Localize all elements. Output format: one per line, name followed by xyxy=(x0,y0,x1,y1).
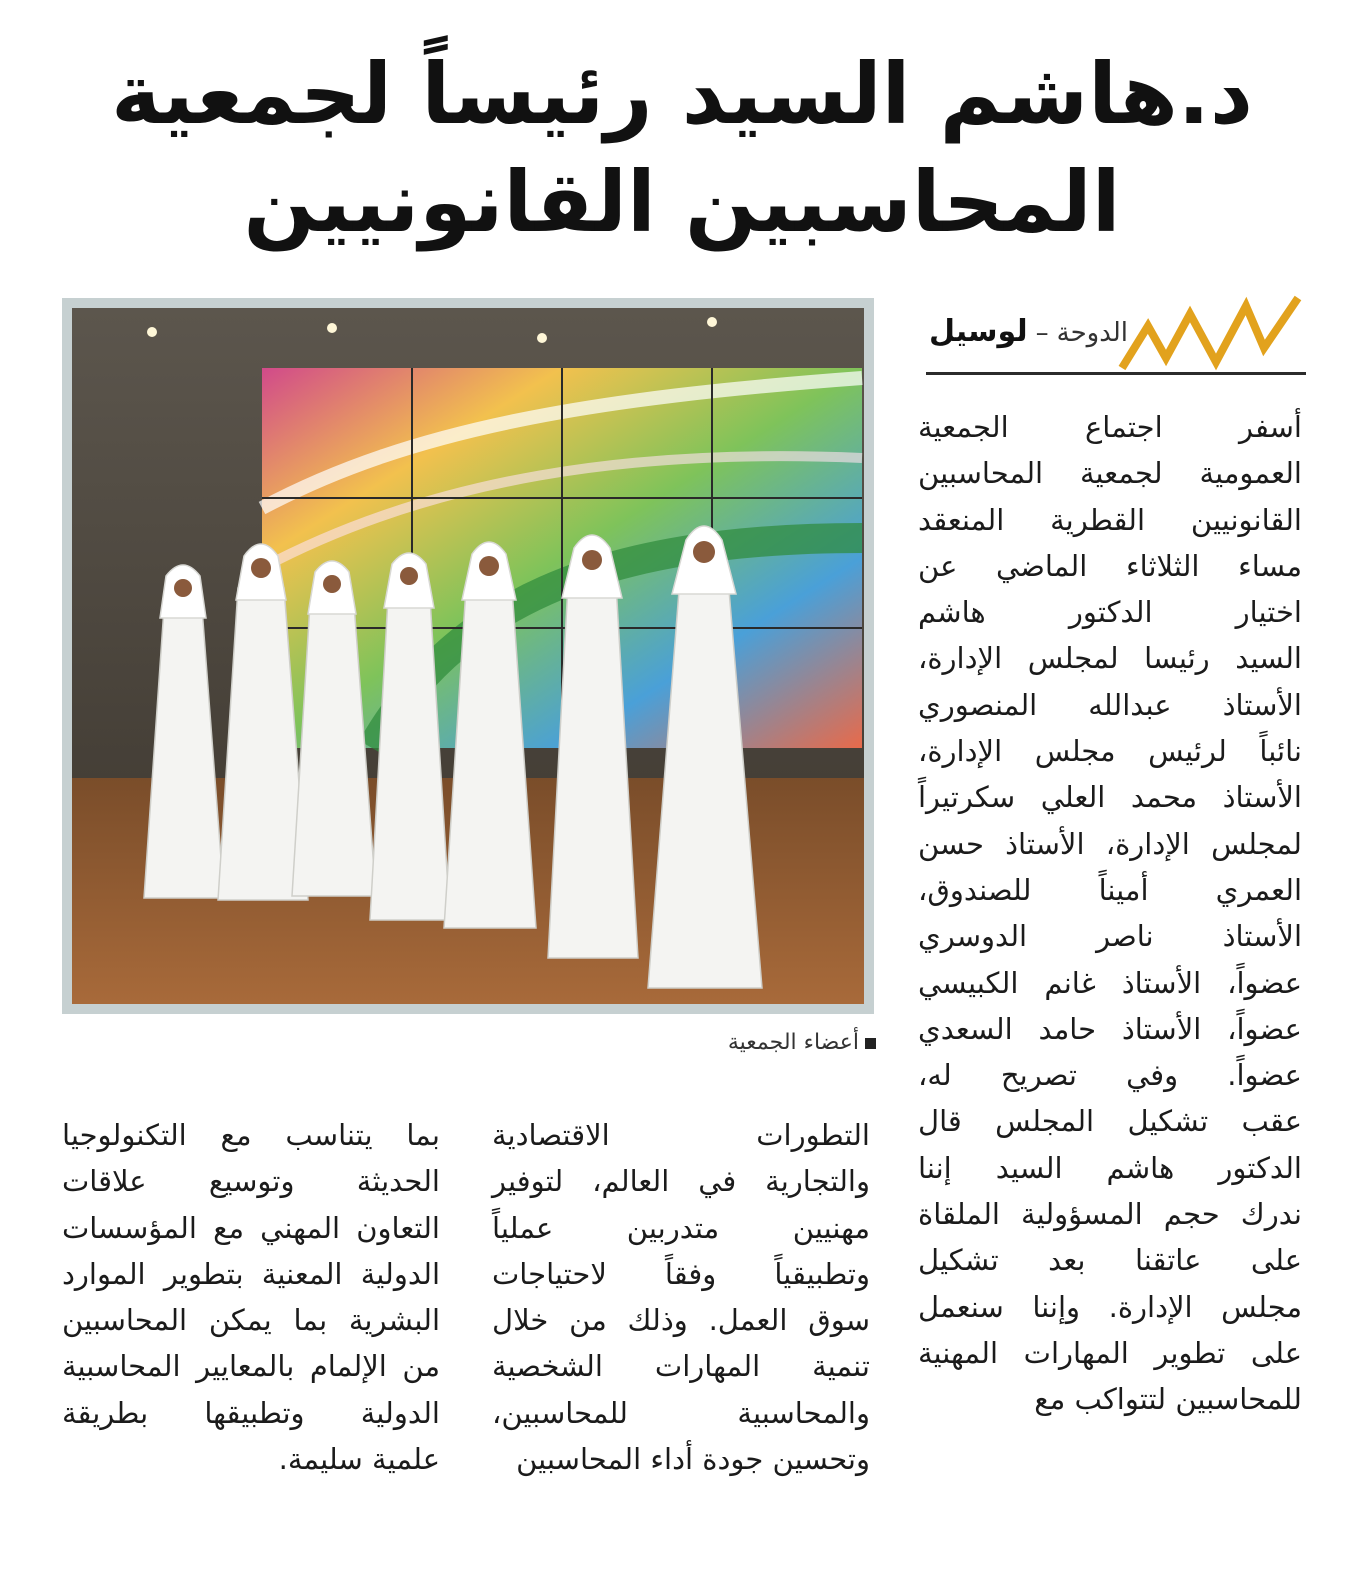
article-line: البشرية بما يمكن المحاسبين xyxy=(62,1303,440,1338)
article-column-right xyxy=(918,404,1302,1423)
article-line: مساء الثلاثاء الماضي عن xyxy=(918,548,1302,583)
article-line: الحديثة وتوسيع علاقات xyxy=(62,1164,440,1199)
article-photo xyxy=(62,298,874,1014)
byline-rule xyxy=(926,372,1306,375)
article-line: التطورات الاقتصادية xyxy=(492,1118,870,1152)
group-photo-image xyxy=(72,308,864,1004)
byline-city: الدوحة xyxy=(1056,318,1128,348)
article-line: العمري أميناً للصندوق، xyxy=(918,872,1302,907)
photo-caption xyxy=(640,1030,876,1055)
article-line: مجلس الإدارة. وإننا سنعمل xyxy=(918,1289,1302,1324)
article-line: وتطبيقياً وفقاً لاحتياجات xyxy=(492,1256,870,1291)
article-line: نائباً لرئيس مجلس الإدارة، xyxy=(918,734,1302,769)
article-line: الأستاذ عبدالله المنصوري xyxy=(918,687,1302,722)
article-line: لمجلس الإدارة، الأستاذ حسن xyxy=(918,826,1302,861)
article-line: علمية سليمة. xyxy=(278,1442,440,1477)
article-line: الأستاذ محمد العلي سكرتيراً xyxy=(918,780,1302,815)
article-line: على تطوير المهارات المهنية xyxy=(918,1335,1302,1370)
article-line: الأستاذ ناصر الدوسري xyxy=(918,919,1302,954)
article-column-middle xyxy=(492,1112,870,1482)
byline-newspaper: لوسيل xyxy=(929,314,1028,349)
article-line: القانونيين القطرية المنعقد xyxy=(918,502,1302,537)
article-line: والمحاسبية للمحاسبين، xyxy=(492,1395,870,1430)
byline-separator: – xyxy=(1035,318,1049,348)
article-line: السيد رئيسا لمجلس الإدارة، xyxy=(918,641,1302,676)
caption-bullet-icon xyxy=(865,1038,876,1049)
byline xyxy=(926,292,1306,378)
article-line: العمومية لجمعية المحاسبين xyxy=(918,456,1302,491)
article-line: أسفر اجتماع الجمعية xyxy=(918,410,1302,444)
article-line: من الإلمام بالمعايير المحاسبية xyxy=(62,1349,440,1384)
article-line: مهنيين متدربين عملياً xyxy=(492,1210,870,1245)
article-line: عضواً. وفي تصريح له، xyxy=(918,1058,1302,1093)
headline-line-1: د.هاشم السيد رئيساً لجمعية xyxy=(111,45,1253,143)
article-line: عقب تشكيل المجلس قال xyxy=(918,1104,1302,1139)
article-column-left xyxy=(62,1112,440,1482)
article-line: وتحسين جودة أداء المحاسبين xyxy=(516,1442,870,1477)
article-line: على عاتقنا بعد تشكيل xyxy=(918,1243,1302,1278)
article-line: ندرك حجم المسؤولية الملقاة xyxy=(918,1197,1302,1232)
article-line: عضواً، الأستاذ غانم الكبيسي xyxy=(918,965,1302,1000)
article-line: عضواً، الأستاذ حامد السعدي xyxy=(918,1011,1302,1046)
article-line: سوق العمل. وذلك من خلال xyxy=(492,1303,870,1338)
article-line: اختيار الدكتور هاشم xyxy=(918,595,1302,630)
article-line: والتجارية في العالم، لتوفير xyxy=(492,1164,870,1199)
headline xyxy=(60,40,1304,256)
headline-line-2: المحاسبين القانونيين xyxy=(243,153,1121,251)
article-line: التعاون المهني مع المؤسسات xyxy=(62,1210,440,1245)
byline-text xyxy=(929,314,1128,351)
article-line: تنمية المهارات الشخصية xyxy=(492,1349,870,1384)
article-line: الدولية المعنية بتطوير الموارد xyxy=(62,1256,440,1291)
article-line: الدولية وتطبيقها بطريقة xyxy=(62,1395,440,1430)
article-line: بما يتناسب مع التكنولوجيا xyxy=(62,1118,440,1152)
article-line: الدكتور هاشم السيد إننا xyxy=(918,1150,1302,1185)
article-line: للمحاسبين لتتواكب مع xyxy=(1034,1382,1302,1417)
photo-caption-text: أعضاء الجمعية xyxy=(727,1030,859,1055)
